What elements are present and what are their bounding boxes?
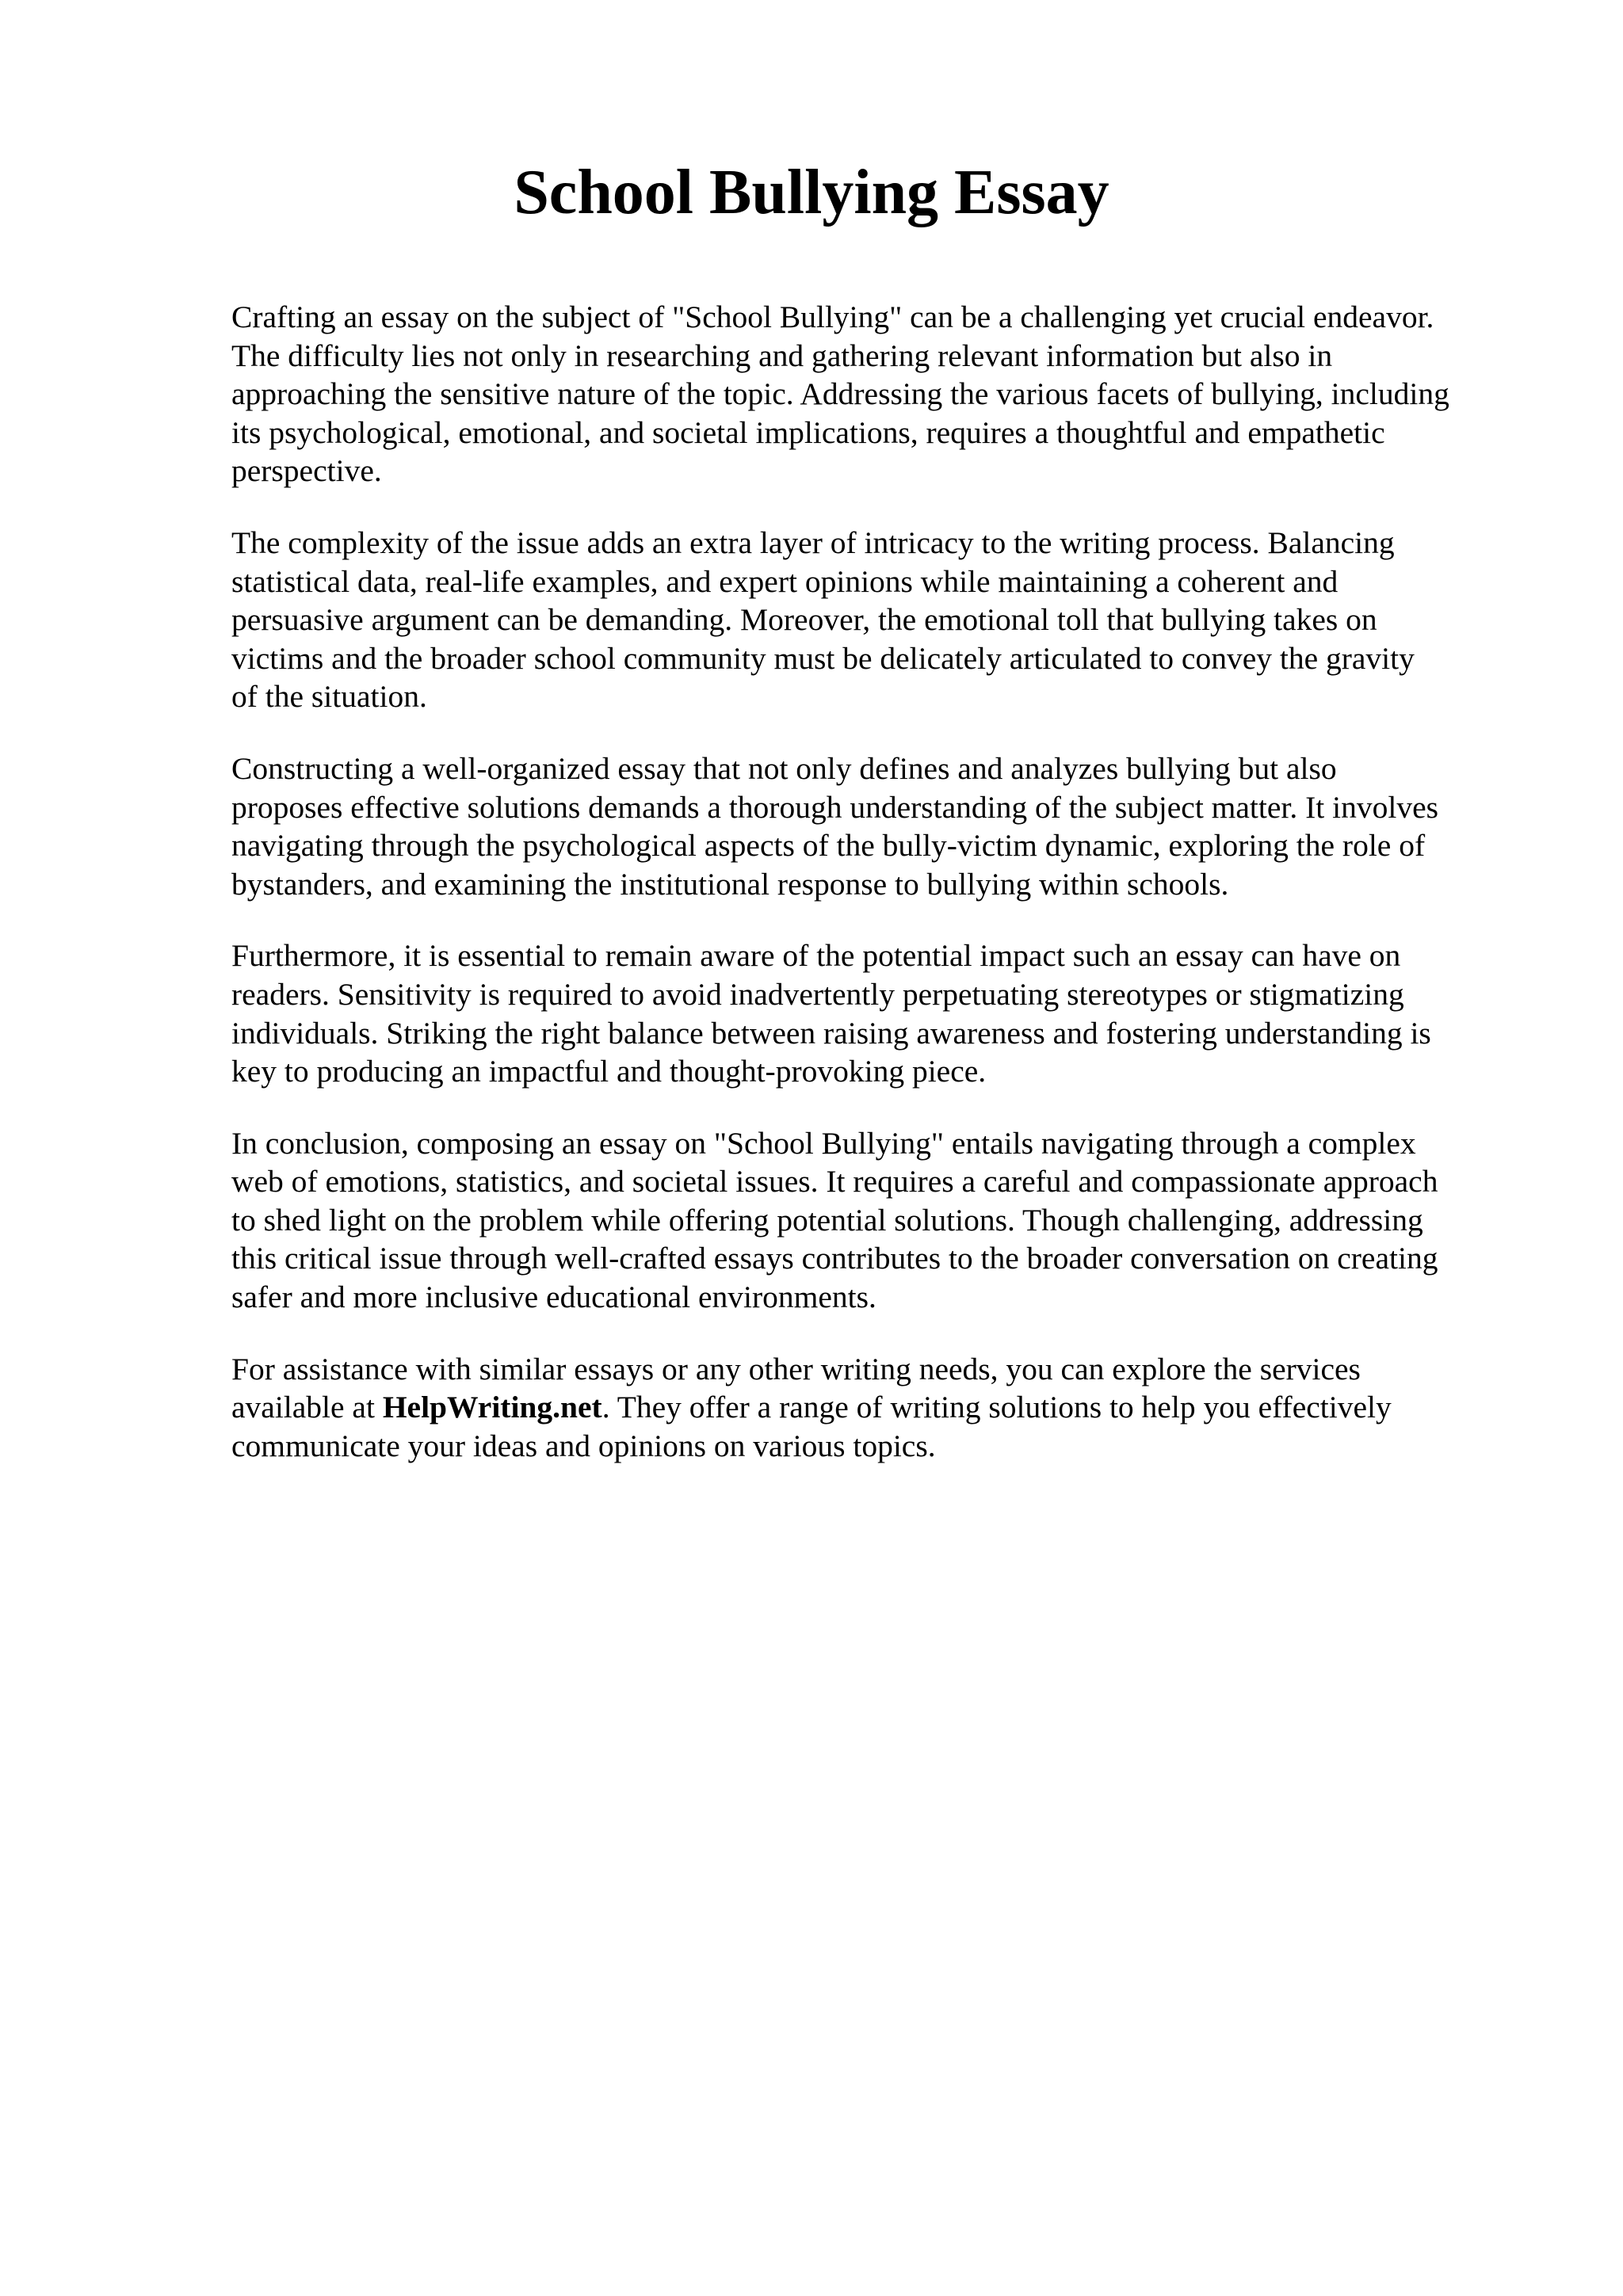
paragraph-line xyxy=(231,1388,1531,1427)
paragraph-line: In conclusion, composing an essay on "School Bullying" entails navigating through a complex xyxy=(231,1125,1416,1161)
paragraph-line: bystanders, and examining the institutional response to bullying within schools. xyxy=(231,866,1229,902)
paragraph-line: approaching the sensitive nature of the topic. Addressing the various facets of bullying, including xyxy=(231,376,1449,412)
paragraph-line: safer and more inclusive educational environments. xyxy=(231,1280,876,1315)
paragraph-line: Constructing a well-organized essay that not only defines and analyzes bullying but also xyxy=(231,750,1337,786)
document-title: School Bullying Essay xyxy=(514,158,1109,227)
closing-text-after-link: . They offer a range of writing solutions to help you effectively xyxy=(601,1390,1392,1425)
paragraph-line: For assistance with similar essays or any other writing needs, you can explore the services xyxy=(231,1351,1361,1386)
essay-body xyxy=(231,298,1531,1498)
paragraph-line: this critical issue through well-crafted essays contributes to the broader conversation on creating xyxy=(231,1241,1438,1276)
essay-paragraph-1 xyxy=(231,298,1531,490)
essay-paragraph-2 xyxy=(231,524,1531,716)
closing-text-before-link: available at xyxy=(231,1390,383,1425)
paragraph-line: victims and the broader school community must be delicately articulated to convey the gravity xyxy=(231,640,1415,676)
paragraph-line: individuals. Striking the right balance between raising awareness and fostering understanding is xyxy=(231,1015,1431,1051)
paragraph-line: web of emotions, statistics, and societal issues. It requires a careful and compassionate approach xyxy=(231,1164,1438,1199)
paragraph-line: proposes effective solutions demands a thorough understanding of the subject matter. It involves xyxy=(231,789,1438,825)
paragraph-line: The complexity of the issue adds an extra layer of intricacy to the writing process. Balancing xyxy=(231,524,1395,560)
paragraph-line: Crafting an essay on the subject of "School Bullying" can be a challenging yet crucial endeavor. xyxy=(231,299,1434,334)
paragraph-line: persuasive argument can be demanding. Moreover, the emotional toll that bullying takes on xyxy=(231,602,1377,638)
essay-paragraph-4 xyxy=(231,936,1531,1090)
helpwriting-link[interactable]: HelpWriting.net xyxy=(382,1390,602,1425)
paragraph-line: its psychological, emotional, and societal implications, requires a thoughtful and empathetic xyxy=(231,414,1385,450)
paragraph-line: The difficulty lies not only in researching and gathering relevant information but also in xyxy=(231,338,1333,373)
paragraph-line: perspective. xyxy=(231,453,382,489)
essay-paragraph-3 xyxy=(231,749,1531,903)
closing-paragraph xyxy=(231,1350,1531,1466)
paragraph-line: navigating through the psychological aspects of the bully-victim dynamic, exploring the role of xyxy=(231,828,1426,864)
paragraph-line: readers. Sensitivity is required to avoid inadvertently perpetuating stereotypes or stigmatizing xyxy=(231,976,1404,1012)
paragraph-line: to shed light on the problem while offering potential solutions. Though challenging, addressing xyxy=(231,1202,1423,1238)
paragraph-line: key to producing an impactful and thought-provoking piece. xyxy=(231,1054,987,1089)
paragraph-line: of the situation. xyxy=(231,679,427,715)
essay-paragraph-5 xyxy=(231,1124,1531,1317)
paragraph-line: communicate your ideas and opinions on various topics. xyxy=(231,1428,936,1463)
paragraph-line: statistical data, real-life examples, and expert opinions while maintaining a coherent and xyxy=(231,563,1338,599)
paragraph-line: Furthermore, it is essential to remain aware of the potential impact such an essay can have on xyxy=(231,938,1401,974)
